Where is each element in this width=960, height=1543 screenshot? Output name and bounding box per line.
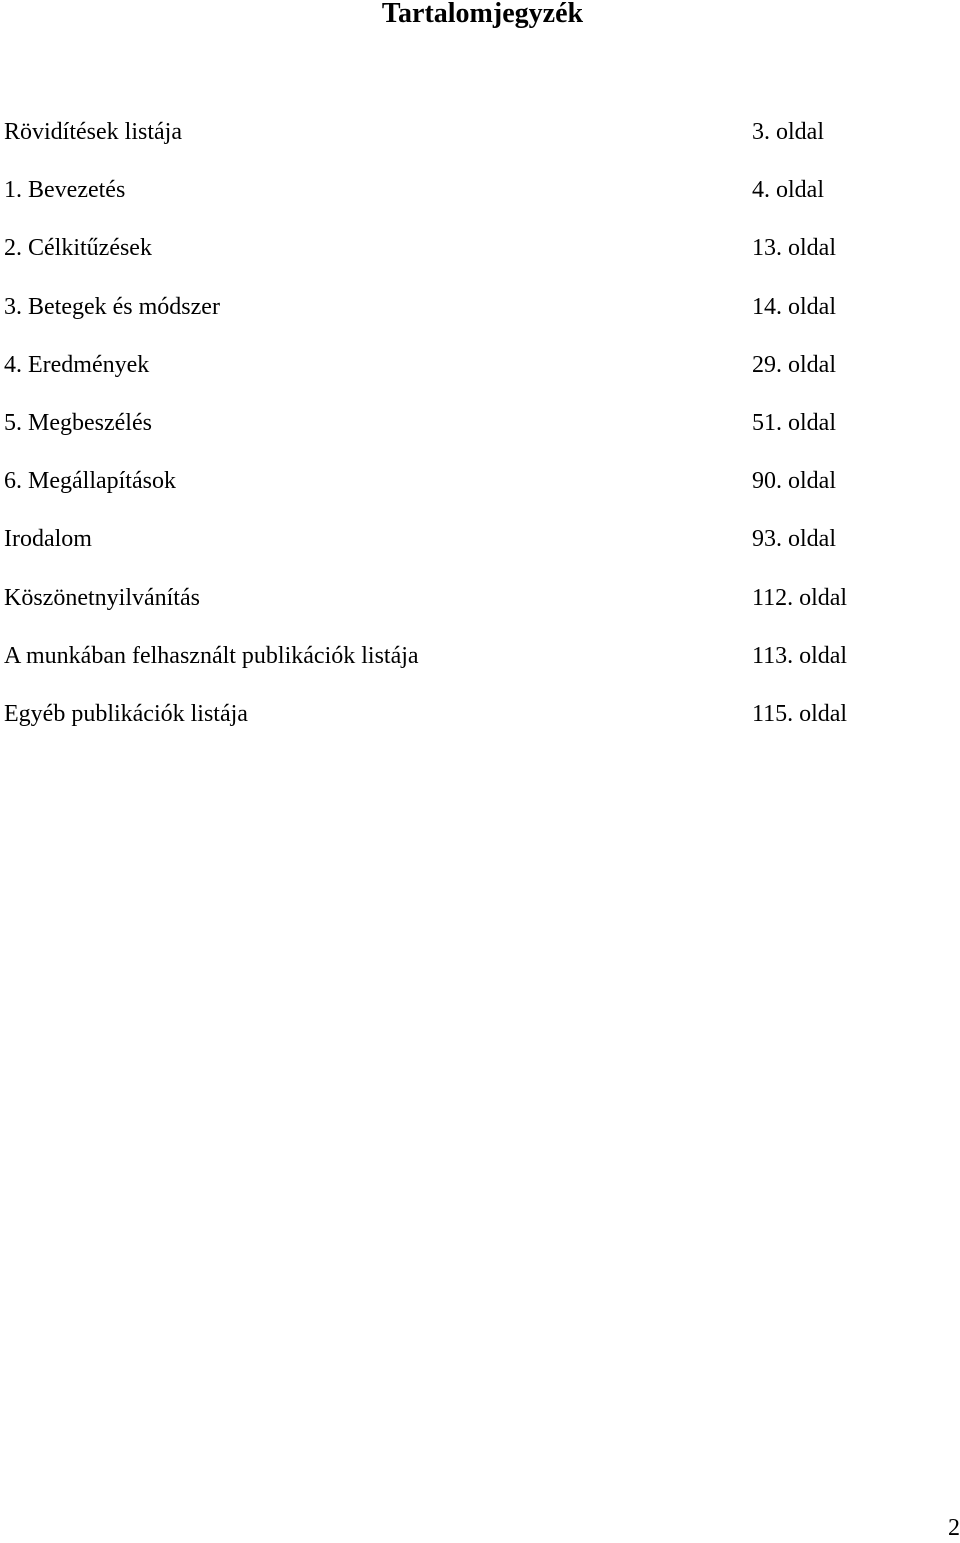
toc-entry-label: Irodalom: [4, 526, 92, 553]
table-of-contents: [4, 112, 944, 752]
toc-row: [4, 345, 944, 403]
toc-entry-page: 29. oldal: [752, 351, 836, 378]
toc-row: [4, 636, 944, 694]
toc-entry-page: 13. oldal: [752, 235, 836, 262]
toc-entry-label: 5. Megbeszélés: [4, 409, 152, 436]
toc-row: [4, 403, 944, 461]
toc-row: [4, 287, 944, 345]
toc-entry-label: 4. Eredmények: [4, 351, 150, 378]
toc-row: [4, 578, 944, 636]
toc-entry-label: 2. Célkitűzések: [4, 235, 152, 262]
toc-entry-label: Egyéb publikációk listája: [4, 700, 248, 727]
toc-entry-page: 113. oldal: [752, 642, 848, 669]
toc-row: [4, 170, 944, 228]
page-number: 2: [948, 1515, 960, 1541]
toc-entry-page: 112. oldal: [752, 584, 848, 611]
toc-entry-label: Rövidítések listája: [4, 119, 182, 145]
toc-entry-page: 14. oldal: [752, 293, 836, 320]
toc-entry-label: 3. Betegek és módszer: [4, 293, 220, 320]
toc-entry-page: 93. oldal: [752, 526, 836, 553]
toc-row: [4, 228, 944, 286]
toc-row: [4, 694, 944, 752]
toc-entry-label: 6. Megállapítások: [4, 468, 176, 495]
toc-entry-page: 4. oldal: [752, 177, 824, 204]
toc-entry-label: 1. Bevezetés: [4, 177, 126, 204]
toc-row: [4, 461, 944, 519]
page-title: Tartalomjegyzék: [381, 0, 584, 29]
toc-entry-label: A munkában felhasznált publikációk listája: [4, 642, 419, 669]
toc-row: [4, 112, 944, 170]
toc-entry-page: 3. oldal: [752, 119, 824, 145]
toc-entry-label: Köszönetnyilvánítás: [4, 584, 200, 611]
toc-entry-page: 115. oldal: [752, 700, 848, 727]
toc-row: [4, 519, 944, 577]
toc-entry-page: 90. oldal: [752, 468, 836, 495]
toc-entry-page: 51. oldal: [752, 409, 836, 436]
